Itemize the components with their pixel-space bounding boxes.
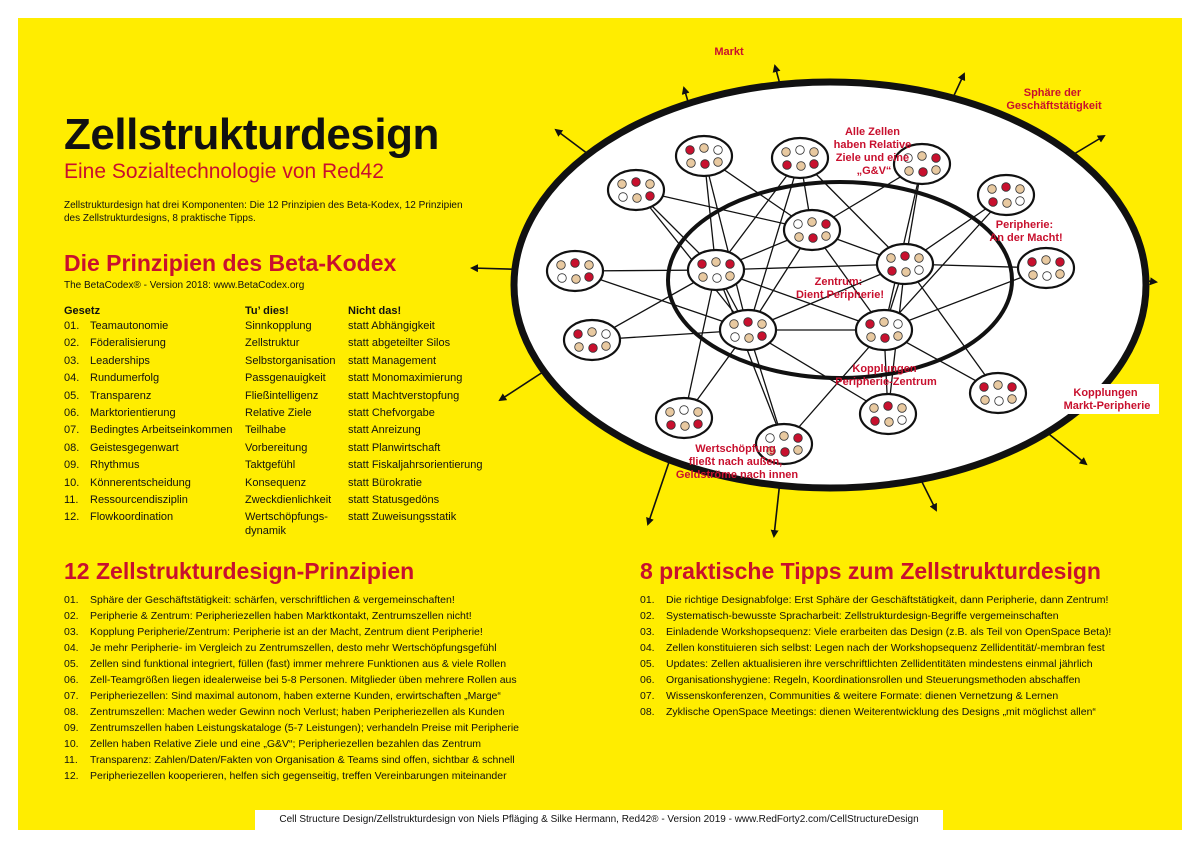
row-num: 09.	[64, 459, 80, 472]
row-not: statt Fiskaljahrsorientierung	[348, 459, 483, 472]
beta-kodex-title: Die Prinzipien des Beta-Kodex	[64, 250, 397, 276]
periphery-cell	[564, 320, 620, 360]
item-num: 02.	[640, 610, 655, 622]
item-text: Kopplung Peripherie/Zentrum: Peripherie ist an der Macht, Zentrum dient Peripherie!	[90, 626, 483, 638]
list-item	[64, 642, 497, 654]
row-num: 04.	[64, 372, 80, 385]
tips-list	[640, 594, 1170, 724]
row-num: 01.	[64, 320, 80, 332]
item-text: Peripheriezellen kooperieren, helfen sich gegenseitig, treffen Vereinbarungen miteinander	[90, 770, 507, 782]
row-name: Könnerentscheidung	[90, 476, 191, 489]
row-not: statt Bürokratie	[348, 476, 422, 489]
row-num: 02.	[64, 337, 80, 350]
periphery-cell	[676, 136, 732, 176]
label-wertschoepfung: Wertschöpfung fließt nach außen, Geldströme nach innen	[675, 443, 799, 481]
row-num: 06.	[64, 407, 80, 419]
row-do: Wertschöpfungs-	[245, 511, 328, 524]
row-name: Ressourcendisziplin	[90, 494, 188, 506]
item-text: Systematisch-bewusste Spracharbeit: Zellstrukturdesign-Begriffe vergemeinschaften	[666, 610, 1059, 622]
item-text: Je mehr Peripherie- im Vergleich zu Zentrumszellen, desto mehr Wertschöpfungsgefühl	[90, 642, 497, 654]
list-item	[640, 674, 1080, 686]
row-num: 12.	[64, 511, 80, 524]
row-do: Zellstruktur	[245, 337, 300, 350]
zsd-principles-list	[64, 594, 604, 794]
row-name: Geistesgegenwart	[90, 441, 179, 454]
item-text: Organisationshygiene: Regeln, Koordinationsrollen und Steuerungsmethoden abschaffen	[666, 674, 1081, 686]
list-item	[640, 626, 1111, 638]
item-text: Zellen sind funktional integriert, füllen (fast) immer mehrere Funktionen aus & viele Rollen	[90, 658, 507, 670]
poster	[18, 18, 1182, 830]
list-item	[64, 722, 519, 734]
item-num: 09.	[64, 722, 79, 734]
col-header-not: Nicht das!	[348, 305, 402, 317]
row-do: Sinnkopplung	[245, 320, 312, 332]
item-num: 01.	[64, 594, 79, 606]
item-num: 06.	[64, 674, 79, 686]
item-text: Peripheriezellen: Sind maximal autonom, haben externe Kunden, erwirtschaften „Marge“	[90, 690, 501, 702]
row-num: 03.	[64, 354, 80, 367]
page-subtitle: Eine Sozialtechnologie von Red42	[64, 160, 384, 183]
item-text: Peripherie & Zentrum: Peripheriezellen haben Marktkontakt, Zentrumszellen nicht!	[90, 610, 472, 622]
zsd-principles-title: 12 Zellstrukturdesign-Prinzipien	[64, 558, 415, 584]
label-kopplungen-mp: Kopplungen Markt-Peripherie	[1063, 387, 1151, 412]
item-num: 05.	[640, 658, 655, 670]
periphery-cell	[772, 138, 828, 178]
label-zentrum: Zentrum: Dient Peripherie!	[795, 276, 885, 301]
centre-cell	[877, 244, 933, 284]
row-not: statt Planwirtschaft	[348, 441, 441, 454]
centre-cell	[784, 210, 840, 250]
item-num: 08.	[640, 706, 655, 718]
row-not: statt Anreizung	[348, 424, 421, 437]
row-name: Teamautonomie	[90, 320, 169, 332]
row-not: statt Monomaximierung	[348, 372, 463, 385]
item-text: Zell-Teamgrößen liegen idealerweise bei 5-8 Personen. Mitglieder üben mehrere Rollen aus	[90, 674, 517, 686]
row-do: Konsequenz	[245, 476, 307, 489]
centre-cell	[688, 250, 744, 290]
item-num: 12.	[64, 770, 79, 782]
row-do-continued: dynamik	[245, 525, 286, 537]
item-num: 10.	[64, 738, 79, 750]
list-item	[64, 658, 506, 670]
row-name: Rhythmus	[90, 459, 140, 472]
item-text: Zyklische OpenSpace Meetings: dienen Weiterentwicklung des Designs „mit möglichst allen“	[666, 706, 1096, 718]
item-num: 05.	[64, 658, 79, 670]
item-text: Wissenskonferenzen, Communities & weitere Formate: dienen Vernetzung & Lernen	[666, 690, 1059, 702]
periphery-cell	[978, 175, 1034, 215]
row-not: statt Machtverstopfung	[348, 389, 460, 402]
item-num: 04.	[64, 642, 79, 654]
row-not: statt Management	[348, 354, 437, 367]
periphery-cell	[608, 170, 664, 210]
periphery-cell	[970, 373, 1026, 413]
periphery-cell	[547, 251, 603, 291]
list-item	[640, 610, 1059, 622]
item-text: Transparenz: Zahlen/Daten/Fakten von Organisation & Teams sind offen, sichtbar & schnell	[90, 754, 515, 766]
periphery-cell	[1018, 248, 1074, 288]
label-peripherie: Peripherie: An der Macht!	[989, 219, 1063, 244]
list-item	[64, 754, 515, 766]
item-text: Updates: Zellen aktualisieren ihre verschriftlichten Zellidentitäten mindestens einmal jährlich	[666, 658, 1093, 670]
item-num: 08.	[64, 706, 79, 718]
row-not: statt Statusgedöns	[348, 494, 440, 506]
row-do: Vorbereitung	[245, 441, 308, 454]
tips-title: 8 praktische Tipps zum Zellstrukturdesign	[640, 558, 1101, 584]
label-kopplungen-pz: Kopplungen Peripherie-Zentrum	[835, 363, 937, 388]
row-do: Teilhabe	[245, 424, 286, 437]
row-name: Flowkoordination	[90, 511, 174, 524]
item-text: Zellen konstituieren sich selbst: Legen nach der Workshopsequenz Zellidentität/-membran fest	[666, 642, 1105, 654]
beta-kodex-table	[64, 320, 504, 550]
item-text: Zentrumszellen haben Leistungskataloge (5-7 Leistungen); verhandeln Preise mit Peripherie	[90, 722, 519, 734]
row-do: Passgenauigkeit	[245, 372, 326, 385]
list-item	[64, 770, 507, 782]
periphery-cell	[860, 394, 916, 434]
footer-credit: Cell Structure Design/Zellstrukturdesign von Niels Pfläging & Silke Hermann, Red42® - Version 2019 - www.RedForty2.com/CellStructureDesign	[255, 810, 943, 830]
item-text: Die richtige Designabfolge: Erst Sphäre der Geschäftstätigkeit, dann Peripherie, dann Zentrum!	[666, 594, 1109, 606]
row-name: Transparenz	[90, 389, 152, 402]
item-num: 11.	[64, 754, 78, 766]
list-item	[640, 658, 1093, 670]
row-num: 07.	[64, 424, 80, 437]
item-num: 07.	[64, 690, 79, 702]
page-title: Zellstrukturdesign	[64, 110, 439, 159]
beta-kodex-subtitle: The BetaCodex® - Version 2018: www.BetaCodex.org	[64, 280, 305, 291]
list-item	[64, 690, 501, 702]
label-markt: Markt	[714, 46, 744, 58]
item-text: Einladende Workshopsequenz: Viele erarbeiten das Design (z.B. als Teil von OpenSpace Beta)!	[666, 626, 1112, 638]
row-do: Fließintelligenz	[245, 389, 319, 402]
row-not: statt Abhängigkeit	[348, 320, 435, 332]
col-header-do: Tu’ dies!	[245, 305, 289, 317]
list-item	[640, 642, 1105, 654]
row-name: Marktorientierung	[90, 407, 176, 419]
row-not: statt Zuweisungsstatik	[348, 511, 457, 524]
periphery-cell	[656, 398, 712, 438]
row-not: statt abgeteilter Silos	[348, 337, 451, 350]
row-num: 11.	[64, 494, 79, 506]
row-name: Bedingtes Arbeitseinkommen	[90, 424, 233, 437]
row-do: Taktgefühl	[245, 459, 296, 472]
row-name: Rundumerfolg	[90, 372, 160, 385]
item-num: 03.	[64, 626, 79, 638]
item-num: 07.	[640, 690, 655, 702]
list-item	[640, 690, 1058, 702]
label-alle-zellen: Alle Zellen haben Relative Ziele und eine „G&V“	[833, 126, 912, 177]
item-num: 01.	[640, 594, 655, 606]
row-do: Zweckdienlichkeit	[245, 494, 332, 506]
row-num: 05.	[64, 389, 80, 402]
list-item	[64, 706, 504, 718]
list-item	[64, 674, 517, 686]
label-sphaere: Sphäre der Geschäftstätigkeit	[1006, 87, 1102, 112]
intro-text: Zellstrukturdesign hat drei Komponenten: Die 12 Prinzipien des Beta-Kodex, 12 Prinzipien des Zellstrukturdesigns, 8 praktische Tipps.	[64, 200, 463, 224]
list-item	[64, 738, 481, 750]
item-num: 02.	[64, 610, 79, 622]
row-do: Relative Ziele	[245, 407, 312, 419]
row-num: 08.	[64, 441, 80, 454]
item-text: Sphäre der Geschäftstätigkeit: schärfen, verschriftlichen & vergemeinschaften!	[90, 594, 455, 606]
row-num: 10.	[64, 476, 80, 489]
col-header-gesetz: Gesetz	[64, 305, 101, 317]
centre-cell	[856, 310, 912, 350]
row-not: statt Chefvorgabe	[348, 407, 435, 419]
list-item	[640, 594, 1108, 606]
row-do: Selbstorganisation	[245, 354, 336, 367]
item-text: Zellen haben Relative Ziele und eine „G&V“; Peripheriezellen bezahlen das Zentrum	[90, 738, 482, 750]
item-num: 06.	[640, 674, 655, 686]
item-num: 04.	[640, 642, 655, 654]
row-name: Leaderships	[90, 354, 150, 367]
list-item	[64, 594, 455, 606]
list-item	[640, 706, 1096, 718]
item-num: 03.	[640, 626, 655, 638]
list-item	[64, 626, 483, 638]
list-item	[64, 610, 472, 622]
row-name: Föderalisierung	[90, 337, 166, 350]
centre-cell	[720, 310, 776, 350]
item-text: Zentrumszellen: Machen weder Gewinn noch Verlust; haben Peripheriezellen als Kunden	[90, 706, 505, 718]
